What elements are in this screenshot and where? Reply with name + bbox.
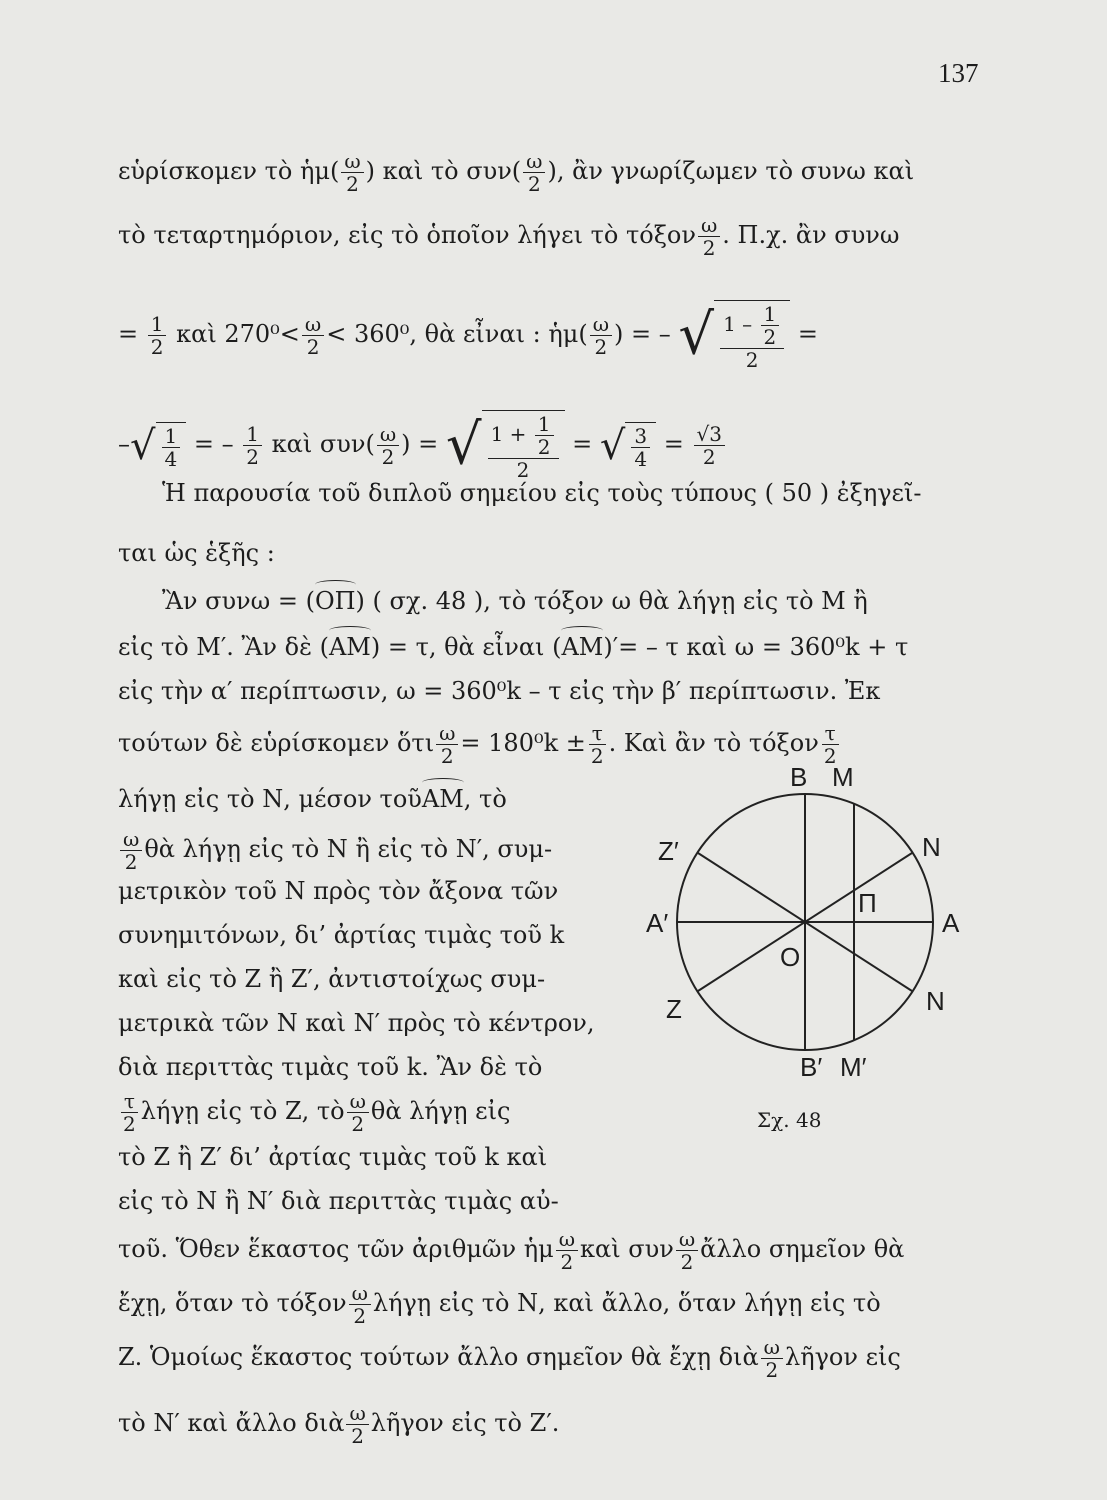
fraction: $\frac{\omega}{2}$ [377, 423, 399, 468]
text-line-6: ται ὡς ἑξῆς : [118, 539, 275, 567]
text-line-9: εἰς τὴν α′ περίπτωσιν, ω = 360⁰k – τ εἰς τὴν β′ περίπτωσιν. Ἐκ [118, 677, 881, 705]
label-B: Β [790, 762, 808, 792]
text-line-16: μετρικὰ τῶν Ν καὶ Ν′ πρὸς τὸ κέντρον, [118, 1009, 595, 1037]
text-line-13: μετρικὸν τοῦ Ν πρὸς τὸν ἄξονα τῶν [118, 877, 559, 905]
text-line-7: Ἂν συνω = (ΟΠ) ( σχ. 48 ), τὸ τόξον ω θὰ λήγῃ εἰς τὸ Μ ἢ [162, 587, 868, 615]
label-O: Ο [780, 942, 801, 972]
arc-mark: ΟΠ [314, 587, 356, 615]
fraction: $\frac{\omega}{2}$ [590, 313, 612, 358]
label-Zp: Ζ′ [658, 836, 679, 866]
label-A: Α [942, 908, 960, 938]
fraction: $\frac{\omega}{2}$ [436, 722, 458, 767]
arc-mark: ΑΜ [561, 633, 604, 661]
fraction: $\frac{\tau}{2}$ [588, 722, 607, 767]
label-P: Π [858, 888, 877, 918]
text-line-19: τὸ Ζ ἢ Ζ′ δι’ ἀρτίας τιμὰς τοῦ k καὶ [118, 1143, 548, 1171]
text-line-3: = $\frac{1}{2}$ καὶ 270⁰< $\frac{\omega}{2}$ < 360⁰, θὰ εἶναι : ἡμ( $\frac{\omega}{2}$ ) = – √ 1 – $\frac{1}{2}$ 2 = [118, 302, 818, 372]
fraction: $\frac{\omega}{2}$ [676, 1228, 698, 1273]
text-line-12: $\frac{\omega}{2}$ θὰ λήγῃ εἰς τὸ Ν ἢ εἰς τὸ Ν′, συμ- [118, 828, 552, 873]
text-line-4: –√ $\frac{1}{4}$ = – $\frac{1}{2}$ καὶ συν( $\frac{\omega}{2}$ ) = √ 1 + $\frac{1}{2}$ 2 = √ $\frac{3}{4}$ = $\frac{√3}{2}$ [118, 410, 727, 481]
fraction: $\frac{\omega}{2}$ [347, 1090, 369, 1135]
fraction: $\frac{1}{2}$ [243, 423, 262, 468]
fraction: $\frac{\omega}{2}$ [698, 214, 720, 259]
text-line-20: εἰς τὸ Ν ἢ Ν′ διὰ περιττὰς τιμὰς αὐ- [118, 1187, 559, 1215]
fraction: $\frac{\omega}{2}$ [341, 150, 363, 195]
fraction: $\frac{\tau}{2}$ [120, 1090, 139, 1135]
fraction: $\frac{\omega}{2}$ [120, 828, 142, 873]
fraction: $\frac{\omega}{2}$ [523, 150, 545, 195]
text-line-5: Ἡ παρουσία τοῦ διπλοῦ σημείου εἰς τοὺς τύπους ( 50 ) ἐξηγεῖ- [162, 479, 922, 507]
text-line-22: ἔχῃ, ὅταν τὸ τόξον $\frac{\omega}{2}$ λήγῃ εἰς τὸ Ν, καὶ ἄλλο, ὅταν λήγῃ εἰς τὸ [118, 1281, 881, 1328]
label-Ap: Α′ [646, 908, 669, 938]
figure-caption: Σχ. 48 [757, 1108, 822, 1132]
text-line-10: τούτων δὲ εὑρίσκομεν ὅτι $\frac{\omega}{2}$ = 180⁰k ± $\frac{\tau}{2}$ . Καὶ ἂν τὸ τόξον $\frac{\tau}{2}$ [118, 722, 842, 767]
text-line-14: συνημιτόνων, δι’ ἀρτίας τιμὰς τοῦ k [118, 921, 565, 949]
fraction: $\frac{\omega}{2}$ [761, 1336, 783, 1381]
label-M: Μ [832, 762, 854, 792]
label-Np: Ν [926, 986, 945, 1016]
square-root: √ 1 + $\frac{1}{2}$ 2 [446, 410, 565, 481]
text-line-2: τὸ τεταρτημόριον, εἰς τὸ ὁποῖον λήγει τὸ τόξον $\frac{\omega}{2}$ . Π.χ. ἂν συνω [118, 213, 900, 260]
label-Bp: Β′ [800, 1052, 823, 1082]
label-N: Ν [922, 832, 941, 862]
label-Z: Ζ [666, 994, 682, 1024]
text-line-15: καὶ εἰς τὸ Ζ ἢ Ζ′, ἀντιστοίχως συμ- [118, 965, 546, 993]
label-Mp: Μ′ [840, 1052, 867, 1082]
fraction: $\frac{\omega}{2}$ [302, 313, 324, 358]
fraction: $\frac{1}{2}$ [148, 313, 167, 358]
text-line-8: εἰς τὸ Μ′. Ἂν δὲ (ΑΜ) = τ, θὰ εἶναι (ΑΜ)′= – τ καὶ ω = 360⁰k + τ [118, 633, 909, 661]
arc-mark: ΑΜ [328, 633, 371, 661]
square-root: √ 1 – $\frac{1}{2}$ 2 [678, 300, 790, 371]
arc-mark: ΑΜ [421, 785, 464, 813]
fraction: $\frac{\tau}{2}$ [821, 722, 840, 767]
square-root: √ $\frac{3}{4}$ [600, 418, 656, 474]
text-line-17: διὰ περιττὰς τιμὰς τοῦ k. Ἂν δὲ τὸ [118, 1053, 543, 1081]
fraction: $\frac{\omega}{2}$ [349, 1282, 371, 1327]
unit-circle-figure [640, 760, 1000, 1140]
text-line-18: $\frac{\tau}{2}$ λήγῃ εἰς τὸ Ζ, τὸ $\frac{\omega}{2}$ θὰ λήγῃ εἰς [118, 1090, 510, 1135]
text-line-24: τὸ Ν′ καὶ ἄλλο διὰ $\frac{\omega}{2}$ λῆγον εἰς τὸ Ζ′. [118, 1401, 560, 1448]
fraction: $\frac{\omega}{2}$ [346, 1402, 368, 1447]
text-line-1: εὑρίσκομεν τὸ ἡμ( $\frac{\omega}{2}$ ) καὶ τὸ συν( $\frac{\omega}{2}$ ), ἂν γνωρίζωμεν τὸ συνω καὶ [118, 149, 915, 196]
text-line-11: λήγῃ εἰς τὸ Ν, μέσον τοῦΑΜ, τὸ [118, 785, 507, 813]
square-root: √ $\frac{1}{4}$ [130, 418, 186, 474]
text-line-23: Ζ. Ὁμοίως ἕκαστος τούτων ἄλλο σημεῖον θὰ ἔχῃ διὰ $\frac{\omega}{2}$ λῆγον εἰς [118, 1335, 901, 1382]
text-line-21: τοῦ. Ὅθεν ἕκαστος τῶν ἀριθμῶν ἡμ $\frac{\omega}{2}$ καὶ συν $\frac{\omega}{2}$ ἄλλο σημεῖον θὰ [118, 1227, 905, 1274]
fraction: $\frac{√3}{2}$ [694, 423, 725, 468]
fraction: $\frac{\omega}{2}$ [556, 1228, 578, 1273]
page-number: 137 [938, 58, 979, 88]
